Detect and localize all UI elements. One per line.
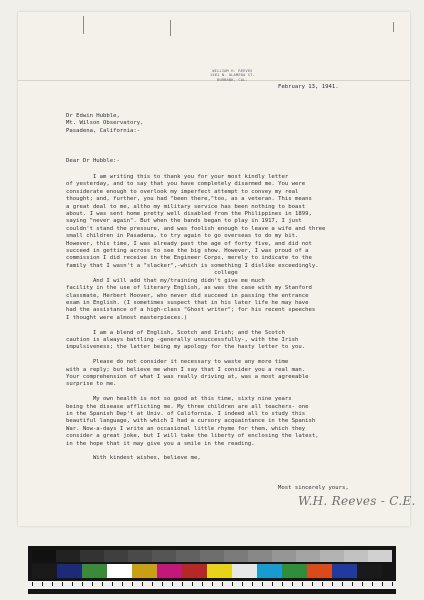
- color-swatch: [357, 564, 382, 578]
- gray-swatch: [344, 550, 368, 562]
- letter-body: I am writing this to thank you for your most kindly letter of yesterday, and to say that you have completely disarmed me. You were considerate enough to overlook my imperfect attempt to convey my real thought; and, further, you had "been there,"too, as a veteran. This means a great deal to me, altho my military service has been nothing to boast about. I was sent home pretty well disabled from the Philippines in 1899, saying "never again". But when the bands began to play in 1917, I just couldn't stand the pressure, and was foolish enough to leave a wife and three small children in Pasadena, to try again to go overseas to do my bit. However, this time, I was already past the age of forty five, and did not succeed in getting across to see the big show. However, I was proud of a commission I did receive in the Engineer Corps, merely to indicate to the family that I wasn't a "slacker",-which is something I dislike exceedingly. college And I will add that my/training didn't give me much facility in the use of literary English, as was the case with my Stanford classmate, Herbert Hoover, who never did succeed in passing the entrance exam in English. (I sometimes suspect that in his later life he may have had the assistance of a high-class "Ghost writer"; for his recent speeches I thought were almost masterpieces.) I am a blend of English, Scotch and Irish; and the Scotch caution is always battling -generally unsuccessfully-, with the Irish impulsiveness; the latter being my apology for the hasty letter to you. Please do not consider it necessary to waste any more time with a reply; but believe me when I say that I consider you a real man. Your comprehension of what I was really driving at, was a most agreeable surprise to me. My own health is not so good at this time, sixty nine years being the disease afflicting me. My three children are all teachers- one in the Spanish Dep't at Univ. of California. I indeed all to study this beautiful language, with which I had a cursory acquaintance in the Spanish War. Now-a-days I write an occasional little rhyme for them, which they consider a great joke, but I will take the liberty of enclosing the latest, in the hope that it may give you a smile in the reading. With kindest wishes, believe me,: [66, 174, 326, 462]
- color-swatch: [32, 564, 57, 578]
- gray-swatch: [224, 550, 248, 562]
- ruler-tick: [252, 582, 253, 586]
- ruler-tick: [222, 582, 223, 586]
- ruler-tick: [332, 582, 333, 586]
- ruler-tick: [232, 582, 233, 586]
- gray-swatch: [80, 550, 104, 562]
- color-swatch: [57, 564, 82, 578]
- gray-swatch: [272, 550, 296, 562]
- ruler-tick: [382, 582, 383, 586]
- ruler-tick: [132, 582, 133, 586]
- ruler-tick: [92, 582, 93, 586]
- color-swatch: [132, 564, 157, 578]
- ruler-tick: [122, 582, 123, 586]
- ruler-tick: [272, 582, 273, 586]
- ruler-tick: [212, 582, 213, 586]
- salutation: Dear Dr Hubble:-: [66, 158, 120, 164]
- ruler-tick: [302, 582, 303, 586]
- ruler-tick: [62, 582, 63, 586]
- color-swatch: [182, 564, 207, 578]
- ruler-tick: [162, 582, 163, 586]
- ruler-tick: [52, 582, 53, 586]
- color-swatch: [282, 564, 307, 578]
- ruler-tick: [102, 582, 103, 586]
- color-patch-row: [32, 564, 382, 578]
- color-swatch: [107, 564, 132, 578]
- letter-date: February 13, 1941.: [278, 84, 339, 90]
- color-swatch: [332, 564, 357, 578]
- ruler-tick: [242, 582, 243, 586]
- gray-swatch: [32, 550, 56, 562]
- color-swatch: [307, 564, 332, 578]
- gray-swatch: [248, 550, 272, 562]
- scale-ruler: [28, 581, 396, 589]
- color-swatch: [82, 564, 107, 578]
- ruler-tick: [172, 582, 173, 586]
- ruler-tick: [322, 582, 323, 586]
- ruler-tick: [282, 582, 283, 586]
- ruler-tick: [112, 582, 113, 586]
- signature: W.H. Reeves - C.E.: [298, 494, 416, 508]
- closing: Most sincerely yours,: [278, 485, 349, 491]
- ruler-tick: [352, 582, 353, 586]
- color-swatch: [207, 564, 232, 578]
- ruler-tick: [32, 582, 33, 586]
- ruler-tick: [342, 582, 343, 586]
- ruler-tick: [202, 582, 203, 586]
- letter-page: [18, 12, 416, 526]
- gray-swatch: [200, 550, 224, 562]
- color-swatch: [232, 564, 257, 578]
- gray-swatch: [128, 550, 152, 562]
- ruler-tick: [42, 582, 43, 586]
- ruler-tick: [72, 582, 73, 586]
- gray-swatch: [368, 550, 392, 562]
- color-swatch: [157, 564, 182, 578]
- edge-mark: [170, 20, 171, 36]
- ruler-tick: [292, 582, 293, 586]
- gray-swatch: [176, 550, 200, 562]
- letterhead: WILLIAM H. REEVES 1461 N. ALAMEDA ST. BURBANK, CAL.: [210, 69, 255, 82]
- ruler-tick: [192, 582, 193, 586]
- gray-swatch: [104, 550, 128, 562]
- gray-swatch: [152, 550, 176, 562]
- ruler-tick: [312, 582, 313, 586]
- grayscale-patch-row: [32, 550, 392, 562]
- ruler-tick: [142, 582, 143, 586]
- ruler-tick: [362, 582, 363, 586]
- edge-mark: [83, 16, 84, 34]
- recipient-address: Dr Edwin Hubble, Mt. Wilson Observatory, Pasadena, California:-: [66, 113, 144, 134]
- ruler-tick: [182, 582, 183, 586]
- gray-swatch: [320, 550, 344, 562]
- ruler-tick: [372, 582, 373, 586]
- gray-swatch: [56, 550, 80, 562]
- gray-swatch: [296, 550, 320, 562]
- color-swatch: [257, 564, 282, 578]
- ruler-tick: [392, 582, 393, 586]
- ruler-tick: [82, 582, 83, 586]
- ruler-tick: [262, 582, 263, 586]
- edge-mark: [393, 22, 394, 32]
- ruler-tick: [152, 582, 153, 586]
